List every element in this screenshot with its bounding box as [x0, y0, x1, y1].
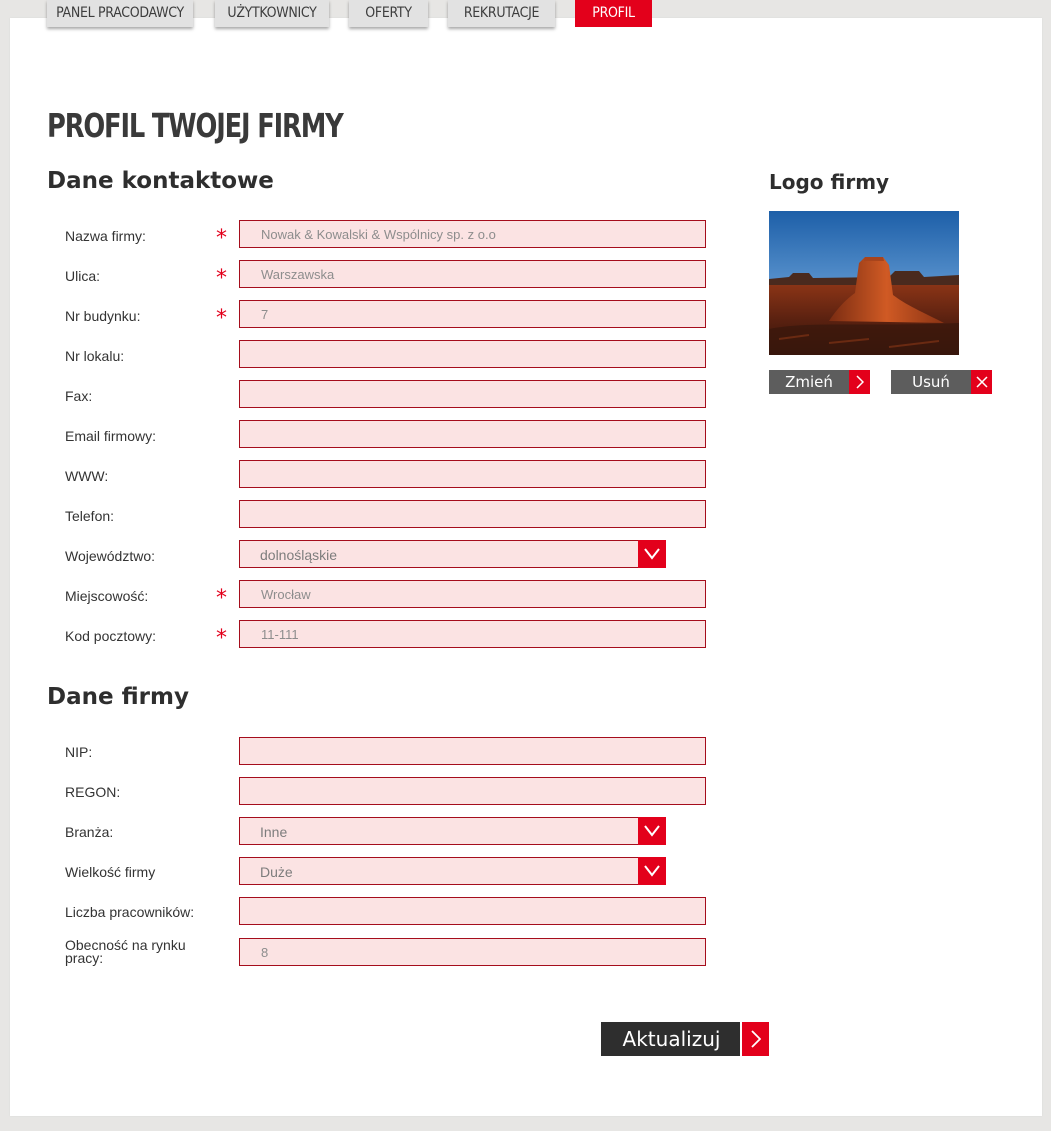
tab-panel-pracodawcy[interactable]: PANEL PRACODAWCY	[47, 0, 193, 27]
regon-label: REGON:	[65, 784, 121, 800]
province-label: Województwo:	[65, 548, 156, 564]
company-size-label: Wielkość firmy	[65, 864, 156, 880]
page-title: PROFIL TWOJEJ FIRMY	[47, 106, 343, 145]
logo-section-title: Logo firmy	[769, 170, 890, 194]
company-logo-image	[769, 211, 959, 355]
regon-input[interactable]	[239, 777, 706, 805]
chevron-down-icon[interactable]	[638, 817, 666, 845]
building-number-label: Nr budynku:	[65, 308, 141, 324]
fax-input[interactable]	[239, 380, 706, 408]
update-button-label: Aktualizuj	[622, 1027, 721, 1051]
remove-logo-label: Usuń	[912, 373, 950, 391]
province-select[interactable]	[239, 540, 666, 568]
company-section-title: Dane firmy	[47, 684, 189, 710]
close-icon	[971, 370, 992, 394]
nip-input[interactable]	[239, 737, 706, 765]
postal-code-input[interactable]	[239, 620, 706, 648]
market-presence-label: Obecność na rynku pracy:	[65, 937, 186, 966]
tab-profil[interactable]: PROFIL	[575, 0, 652, 27]
company-size-select-value: Duże	[260, 864, 293, 880]
company-email-label: Email firmowy:	[65, 428, 157, 444]
remove-logo-button[interactable]	[891, 370, 992, 394]
market-presence-input[interactable]	[239, 938, 706, 966]
required-mark: *	[216, 586, 227, 611]
website-label: WWW:	[65, 468, 109, 484]
chevron-down-icon[interactable]	[638, 857, 666, 885]
phone-input[interactable]	[239, 500, 706, 528]
industry-select-value: Inne	[260, 824, 288, 840]
required-mark: *	[216, 266, 227, 291]
company-name-input[interactable]	[239, 220, 706, 248]
employee-count-input[interactable]	[239, 897, 706, 925]
industry-select[interactable]	[239, 817, 666, 845]
street-label: Ulica:	[65, 268, 101, 284]
postal-code-label: Kod pocztowy:	[65, 628, 157, 644]
required-mark: *	[216, 626, 227, 651]
company-name-label: Nazwa firmy:	[65, 228, 146, 244]
unit-number-label: Nr lokalu:	[65, 348, 125, 364]
city-label: Miejscowość:	[65, 588, 149, 604]
chevron-right-icon	[849, 370, 870, 394]
province-select-value: dolnośląskie	[260, 547, 338, 563]
company-email-input[interactable]	[239, 420, 706, 448]
update-button[interactable]	[601, 1022, 769, 1056]
tab-uzytkownicy[interactable]: UŻYTKOWNICY	[215, 0, 329, 27]
fax-label: Fax:	[65, 388, 93, 404]
industry-label: Branża:	[65, 824, 114, 840]
required-mark: *	[216, 306, 227, 331]
phone-label: Telefon:	[65, 508, 115, 524]
change-logo-label: Zmień	[785, 373, 833, 391]
change-logo-button[interactable]	[769, 370, 870, 394]
tab-oferty[interactable]: OFERTY	[349, 0, 428, 27]
contact-section-title: Dane kontaktowe	[47, 168, 274, 194]
building-number-input[interactable]	[239, 300, 706, 328]
chevron-right-icon	[742, 1022, 769, 1056]
company-size-select[interactable]	[239, 857, 666, 885]
city-input[interactable]	[239, 580, 706, 608]
street-input[interactable]	[239, 260, 706, 288]
unit-number-input[interactable]	[239, 340, 706, 368]
tab-rekrutacje[interactable]: REKRUTACJE	[448, 0, 555, 27]
chevron-down-icon[interactable]	[638, 540, 666, 568]
nip-label: NIP:	[65, 744, 93, 760]
employee-count-label: Liczba pracowników:	[65, 904, 195, 920]
required-mark: *	[216, 226, 227, 251]
website-input[interactable]	[239, 460, 706, 488]
